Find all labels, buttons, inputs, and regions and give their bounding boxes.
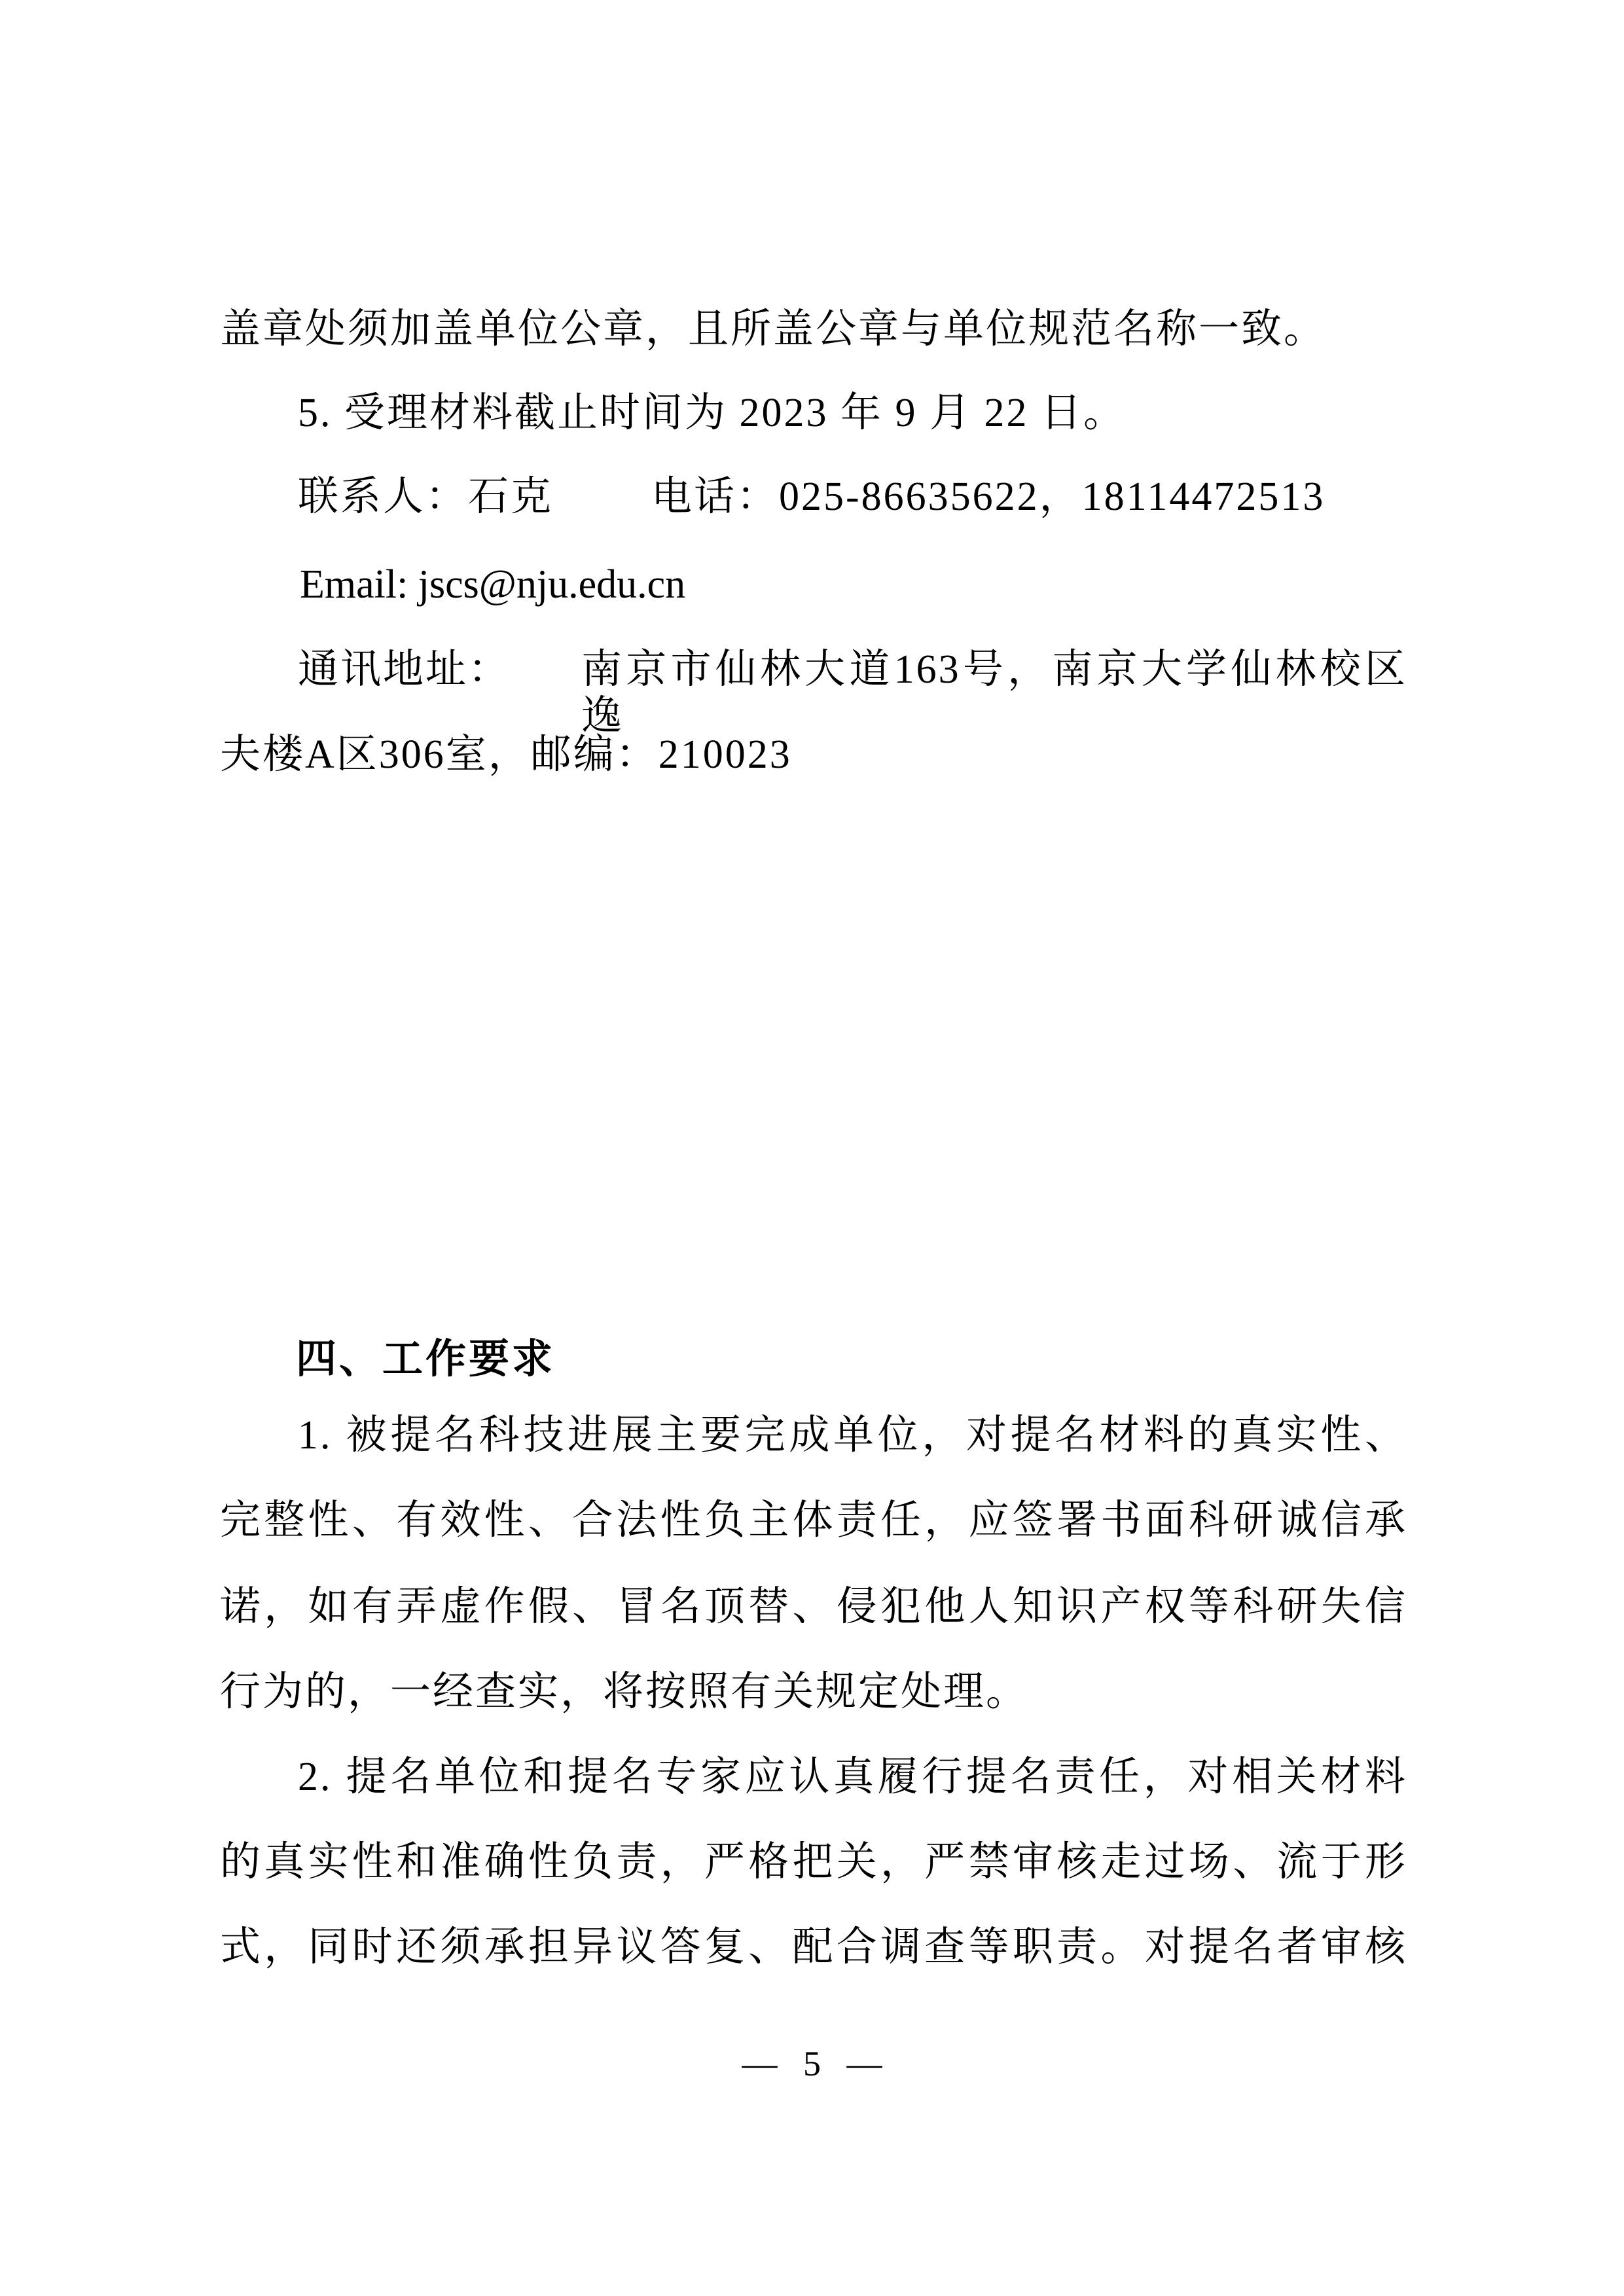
item2-line-3: 式，同时还须承担异议答复、配合调查等职责。对提名者审核 bbox=[220, 1925, 1407, 1969]
deadline-line: 5. 受理材料截止时间为 2023 年 9 月 22 日。 bbox=[298, 391, 1127, 435]
email-line: Email: jscs@nju.edu.cn bbox=[300, 562, 686, 607]
contact-line bbox=[298, 474, 1325, 520]
item1-line-2: 完整性、有效性、合法性负主体责任，应签署书面科研诚信承 bbox=[220, 1498, 1407, 1543]
address-text: 南京市仙林大道163号，南京大学仙林校区逸 bbox=[581, 647, 1407, 739]
page-number: — 5 — bbox=[742, 2044, 882, 2083]
contact-person: 联系人：石克 bbox=[298, 475, 554, 519]
address-line-2: 夫楼A区306室，邮编：210023 bbox=[220, 732, 792, 777]
item1-line-4: 行为的，一经查实，将按照有关规定处理。 bbox=[220, 1670, 1029, 1714]
item2-line-2: 的真实性和准确性负责，严格把关，严禁审核走过场、流于形 bbox=[220, 1840, 1407, 1884]
contact-phone: 电话：025-86635622，18114472513 bbox=[651, 475, 1326, 519]
address-line-1 bbox=[298, 647, 1407, 740]
item1-line-3: 诺，如有弄虚作假、冒名顶替、侵犯他人知识产权等科研失信 bbox=[220, 1585, 1407, 1629]
item1-line-1: 1. 被提名科技进展主要完成单位，对提名材料的真实性、 bbox=[298, 1413, 1407, 1458]
address-label: 通讯地址： bbox=[298, 647, 511, 692]
section-heading: 四、工作要求 bbox=[296, 1336, 556, 1382]
seal-note-line: 盖章处须加盖单位公章，且所盖公章与单位规范名称一致。 bbox=[220, 307, 1327, 351]
item2-line-1: 2. 提名单位和提名专家应认真履行提名责任，对相关材料 bbox=[298, 1755, 1407, 1799]
